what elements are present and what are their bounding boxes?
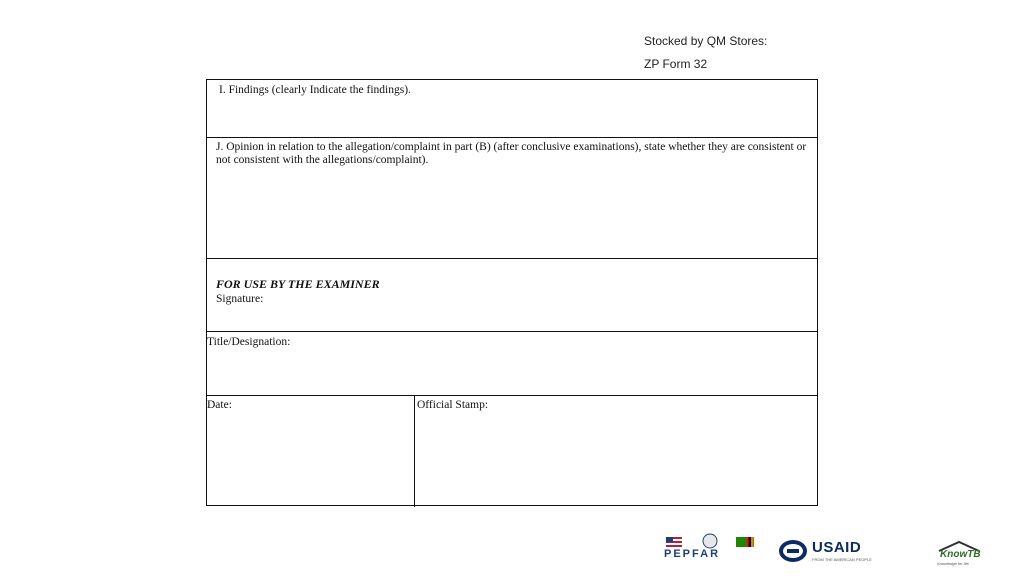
signature-label: Signature: xyxy=(216,293,264,305)
date-stamp-section xyxy=(207,396,817,507)
knowtb-logo xyxy=(931,540,987,568)
usaid-wordmark xyxy=(812,539,861,556)
examiner-section xyxy=(207,259,817,332)
knowtb-wordmark: KnowTB xyxy=(940,549,981,560)
official-stamp-label: Official Stamp: xyxy=(417,399,489,411)
date-label: Date: xyxy=(207,399,232,411)
examination-form xyxy=(206,79,818,506)
findings-label: I. Findings (clearly Indicate the findings). xyxy=(219,84,411,96)
stocked-by-label: Stocked by QM Stores: xyxy=(644,34,768,48)
usaid-seal-icon xyxy=(778,538,808,564)
knowtb-tagline: Knowledge for life xyxy=(937,561,969,566)
opinion-section xyxy=(207,138,817,259)
title-designation-label: Title/Designation: xyxy=(207,336,291,348)
pepfar-wordmark: PEPFAR xyxy=(664,548,721,560)
examiner-heading: FOR USE BY THE EXAMINER xyxy=(216,277,380,291)
usaid-tagline: FROM THE AMERICAN PEOPLE xyxy=(812,557,872,562)
form-number: ZP Form 32 xyxy=(644,57,708,71)
opinion-label: J. Opinion in relation to the allegation/complaint in part (B) (after conclusive examinations), state whether they are consistent or not consistent with the allegations/complaint). xyxy=(216,141,807,166)
findings-section xyxy=(207,80,817,138)
usaid-logo xyxy=(778,538,888,564)
column-divider xyxy=(414,396,415,507)
pepfar-logo xyxy=(662,533,758,565)
usaid-text: USAID xyxy=(812,539,862,556)
title-section xyxy=(207,332,817,396)
